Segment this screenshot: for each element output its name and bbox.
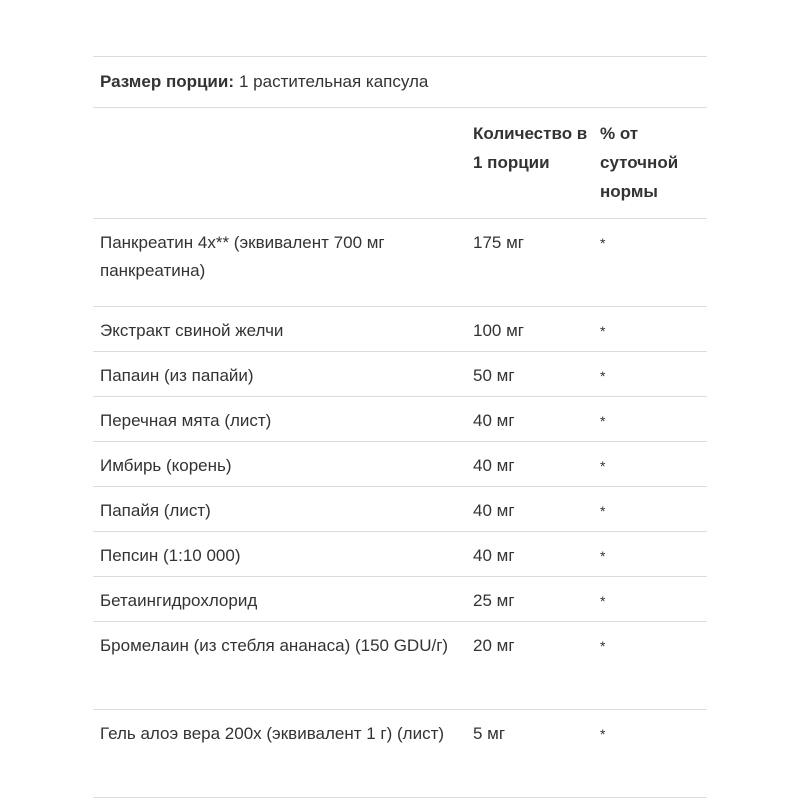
ingredient-name: Папайя (лист) <box>100 501 211 520</box>
ingredient-amount: 40 мг <box>473 501 515 520</box>
ingredient-dv: * <box>600 503 606 519</box>
table-row <box>93 219 707 307</box>
ingredient-amount: 100 мг <box>473 321 524 340</box>
ingredient-dv: * <box>600 548 606 564</box>
ingredient-amount: 25 мг <box>473 591 515 610</box>
ingredient-amount: 40 мг <box>473 456 515 475</box>
ingredient-amount: 50 мг <box>473 366 515 385</box>
table-row <box>93 307 707 352</box>
ingredient-dv: * <box>600 323 606 339</box>
ingredient-dv: * <box>600 593 606 609</box>
ingredient-name: Панкреатин 4x** (эквивалент 700 мг панкреатина) <box>100 233 385 280</box>
header-daily-value: % от суточной нормы <box>600 124 679 201</box>
ingredient-dv: * <box>600 726 606 742</box>
ingredient-dv: * <box>600 458 606 474</box>
ingredient-amount: 5 мг <box>473 724 506 743</box>
ingredient-amount: 40 мг <box>473 411 515 430</box>
supplement-facts-table <box>93 56 707 798</box>
ingredient-amount: 40 мг <box>473 546 515 565</box>
header-name-cell <box>93 108 473 218</box>
table-row <box>93 577 707 622</box>
ingredient-name: Экстракт свиной желчи <box>100 321 284 340</box>
ingredient-name: Бетаингидрохлорид <box>100 591 258 610</box>
table-row <box>93 532 707 577</box>
ingredient-name: Имбирь (корень) <box>100 456 232 475</box>
table-header <box>93 108 707 219</box>
table-row <box>93 487 707 532</box>
ingredient-amount: 20 мг <box>473 636 515 655</box>
table-row <box>93 710 707 798</box>
table-row <box>93 622 707 710</box>
header-amount: Количество в 1 порции <box>473 124 588 172</box>
ingredient-name: Пепсин (1:10 000) <box>100 546 241 565</box>
table-row <box>93 352 707 397</box>
table-row <box>93 442 707 487</box>
ingredient-dv: * <box>600 235 606 251</box>
serving-size-value: 1 растительная капсула <box>239 72 429 91</box>
ingredient-dv: * <box>600 638 606 654</box>
ingredient-dv: * <box>600 413 606 429</box>
serving-size-label: Размер порции: <box>100 72 234 91</box>
ingredient-amount: 175 мг <box>473 233 524 252</box>
table-row <box>93 397 707 442</box>
serving-size <box>93 57 707 108</box>
ingredient-name: Папаин (из папайи) <box>100 366 254 385</box>
ingredient-name: Перечная мята (лист) <box>100 411 272 430</box>
ingredient-dv: * <box>600 368 606 384</box>
ingredient-name: Бромелаин (из стебля ананаса) (150 GDU/г) <box>100 636 449 655</box>
ingredient-name: Гель алоэ вера 200x (эквивалент 1 г) (лист) <box>100 724 445 743</box>
